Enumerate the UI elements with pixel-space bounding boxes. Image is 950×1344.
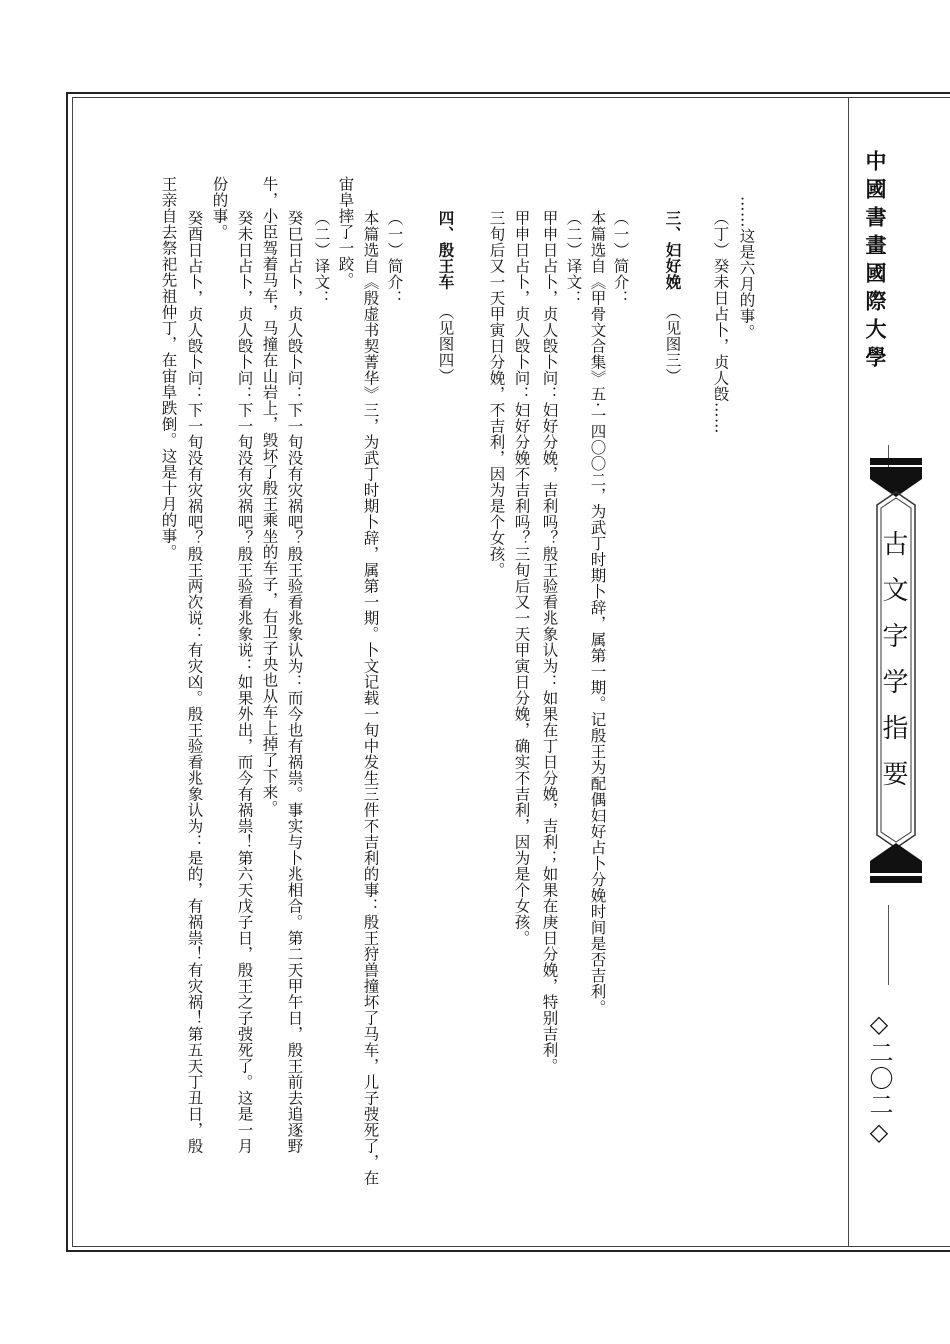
page-inner-border xyxy=(72,97,950,1247)
text-column: （丁）癸未日占卜，贞人𣪘…… xyxy=(711,210,730,434)
book-title: 古文字学指要 xyxy=(878,530,908,806)
ornament-bar-top xyxy=(870,458,922,465)
text-column: 牛，小臣驾着马车，马撞在山岩上，毁坏了殷王乘坐的车子，右卫子央也从车上掉了下来。 xyxy=(260,176,279,816)
text-column: 癸酉日占卜，贞人𣪘卜问：下一旬没有灾祸吧？殷王两次说：有灾凶。殷王验看兆象认为：是的，有祸祟！有灾祸！第五天丁丑日，殷 xyxy=(185,210,204,1154)
university-name: 中國書畫國際大學 xyxy=(863,150,887,374)
text-column: 王亲自去祭祀先祖仲丁，在宙阜跌倒。这是十月的事。 xyxy=(159,176,178,560)
text-column: 本篇选自《殷虚书契菁华》三，为武丁时期卜辞，属第一期。卜文记载一旬中发生三件不吉利的事：殷王狩兽撞坏了马车，儿子弢死了，在 xyxy=(361,210,380,1186)
text-column: 本篇选自《甲骨文合集》五·一四〇〇二，为武丁时期卜辞，属第一期。记殷王为配偶妇好占卜分娩时间是否吉利。 xyxy=(588,210,607,1016)
spine-rule-bottom xyxy=(888,905,889,985)
section-title: 三、妇好娩 xyxy=(663,210,683,290)
subheading: （一）简介： xyxy=(385,210,404,306)
subheading: （二）译文： xyxy=(564,210,583,306)
section-heading xyxy=(664,210,681,384)
subheading: （二）译文： xyxy=(312,210,331,306)
text-column: 三旬后又一天甲寅日分娩，不吉利，因为是个女孩。 xyxy=(487,210,506,578)
subheading: （一）简介： xyxy=(611,210,630,306)
section-heading xyxy=(437,210,454,384)
text-column: 宙阜摔了一跤。 xyxy=(336,176,355,288)
ornament-triangle-bottom xyxy=(870,843,922,873)
spine-divider xyxy=(848,97,849,1247)
ornament-bar-bottom xyxy=(870,876,922,883)
text-column: 癸巳日占卜，贞人𣪘卜问：下一旬没有灾祸吧？殷王验看兆象认为：而今也有祸祟。事实与卜兆相合。第二天甲午日，殷王前去追逐野 xyxy=(285,210,304,1154)
section-title: 四、殷王车 xyxy=(436,210,456,290)
text-column: 癸未日占卜，贞人𣪘卜问：下一旬没有灾祸吧？殷王验看兆象说：如果外出，而今有祸祟！第六天戊子日，殷王之子弢死了。这是一月 xyxy=(235,210,254,1154)
page-number: ◇二〇二◇ xyxy=(865,1010,893,1148)
text-column: ……这是六月的事。 xyxy=(737,196,756,340)
text-column: 甲申日占卜，贞人𣪘卜问：妇好分娩不吉利吗？三旬后又一天甲寅日分娩，确实不吉利，因为是个女孩。 xyxy=(512,210,531,946)
text-column: 甲申日占卜，贞人𣪘卜问：妇好分娩，吉利吗？殷王验看兆象认为：如果在丁日分娩，吉利；如果在庚日分娩，特别吉利。 xyxy=(540,210,559,1074)
figure-reference: （见图四） xyxy=(436,304,455,384)
figure-reference: （见图三） xyxy=(663,304,682,384)
text-column: 份的事。 xyxy=(210,176,229,240)
